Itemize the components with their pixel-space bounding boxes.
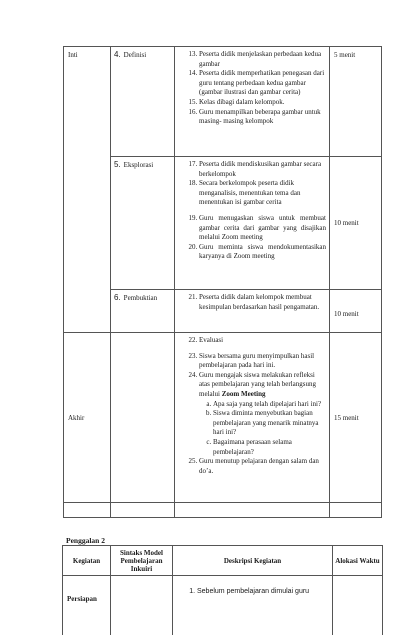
table-row <box>64 290 382 333</box>
step-list <box>175 47 329 129</box>
table-row <box>64 157 382 290</box>
time-cell <box>330 157 382 290</box>
list-item: 1. Sebelum pembelajaran dimulai guru <box>197 588 329 595</box>
time-cell <box>330 290 382 333</box>
syntax-cell <box>111 576 173 636</box>
time-value: 10 menit <box>334 310 359 318</box>
phase-cell <box>64 333 111 503</box>
list-item: 13. Peserta didik menjelaskan perbedaan kedua gambar <box>199 50 326 69</box>
table-row <box>64 333 382 503</box>
list-item: a. Apa saja yang telah dipelajari hari ini? <box>213 400 326 410</box>
time-value: 10 menit <box>334 219 359 227</box>
list-item: 16. Guru menampilkan beberapa gambar untuk masing- masing kelompok <box>199 108 326 127</box>
step-list <box>173 576 332 595</box>
list-item: 22. Evaluasi <box>199 336 326 346</box>
activity-table <box>63 46 382 518</box>
time-value: 15 menit <box>334 413 359 422</box>
phase-label: Akhir <box>68 413 85 422</box>
syntax-label: Eksplorasi <box>123 161 154 169</box>
activity-table-2 <box>62 545 383 635</box>
table-row <box>64 47 382 157</box>
list-item: 25. Guru menutup pelajaran dengan salam dan do’a. <box>199 457 326 476</box>
step-list <box>175 333 329 478</box>
syntax-label: Definisi <box>123 51 147 59</box>
phase-label: Persiapan <box>67 595 97 603</box>
time-value: 5 menit <box>334 51 356 59</box>
time-cell <box>330 333 382 503</box>
column-header: Deskripsi Kegiatan <box>173 546 333 576</box>
syntax-cell: 6. Pembuktian <box>111 290 175 333</box>
syntax-cell: 4. Definisi <box>111 47 175 157</box>
syntax-cell <box>111 333 175 503</box>
phase-label: Inti <box>68 51 78 59</box>
list-item: 21. Peserta didik dalam kelompok membuat kesimpulan berdasarkan hasil pengamatan. <box>199 293 326 312</box>
list-item: 15. Kelas dibagi dalam kelompok. <box>199 98 326 108</box>
zoom-meeting-emphasis: Zoom Meeting <box>221 389 266 398</box>
list-item: 24. Guru mengajak siswa melakukan refleksi atas pembelajaran yang telah berlangsung melalui Zoom Meeting a. Apa saja yang telah dipelajari hari ini? b. Siswa diminta menyebutkan bagian pembelajaran yang menarik minatnya hari ini? c. Bagaimana perasaan selama pembelajaran? <box>199 371 326 457</box>
list-item: 23. Siswa bersama guru menyimpulkan hasil pembelajaran pada hari ini. <box>199 352 326 371</box>
column-header: Sintaks Model Pembelajaran Inkuiri <box>111 546 173 576</box>
step-list <box>175 157 329 264</box>
list-item: 20. Guru meminta siswa mendokumentasikan karyanya di Zoom meeting <box>199 243 326 262</box>
table-header-row <box>63 546 383 576</box>
description-cell <box>175 333 330 503</box>
list-item: b. Siswa diminta menyebutkan bagian pembelajaran yang menarik minatnya hari ini? <box>213 409 326 438</box>
list-item: 17. Peserta didik mendiskusikan gambar secara berkelompok <box>199 160 326 179</box>
list-item: c. Bagaimana perasaan selama pembelajaran? <box>213 438 326 457</box>
syntax-cell: 5. Eksplorasi <box>111 157 175 290</box>
syntax-label: Pembuktian <box>123 294 158 302</box>
description-cell <box>173 576 333 636</box>
step-list <box>175 290 329 314</box>
table-row <box>63 576 383 636</box>
description-cell <box>175 290 330 333</box>
list-item: 14. Peserta didik memperhatikan penegasan dari guru tentang perbedaan kedua gambar (gambar ilustrasi dan gambar cerita) <box>199 69 326 98</box>
phase-cell <box>64 47 111 333</box>
table-row <box>64 503 382 518</box>
description-cell <box>175 157 330 290</box>
column-header: Kegiatan <box>63 546 111 576</box>
column-header: Alokasi Waktu <box>333 546 383 576</box>
section-heading: Penggalan 2 <box>66 536 105 545</box>
reflection-questions <box>199 400 326 458</box>
list-item: 19. Guru menugaskan siswa untuk membuat gambar cerita dari gambar yang disajikan melalui Zoom meeting <box>199 214 326 243</box>
list-item: 18. Secara berkelompok peserta didik menganalisis, menentukan tema dan menentukan isi gambar cerita <box>199 179 326 208</box>
phase-cell <box>63 576 111 636</box>
time-cell <box>330 47 382 157</box>
description-cell <box>175 47 330 157</box>
time-cell <box>333 576 383 636</box>
